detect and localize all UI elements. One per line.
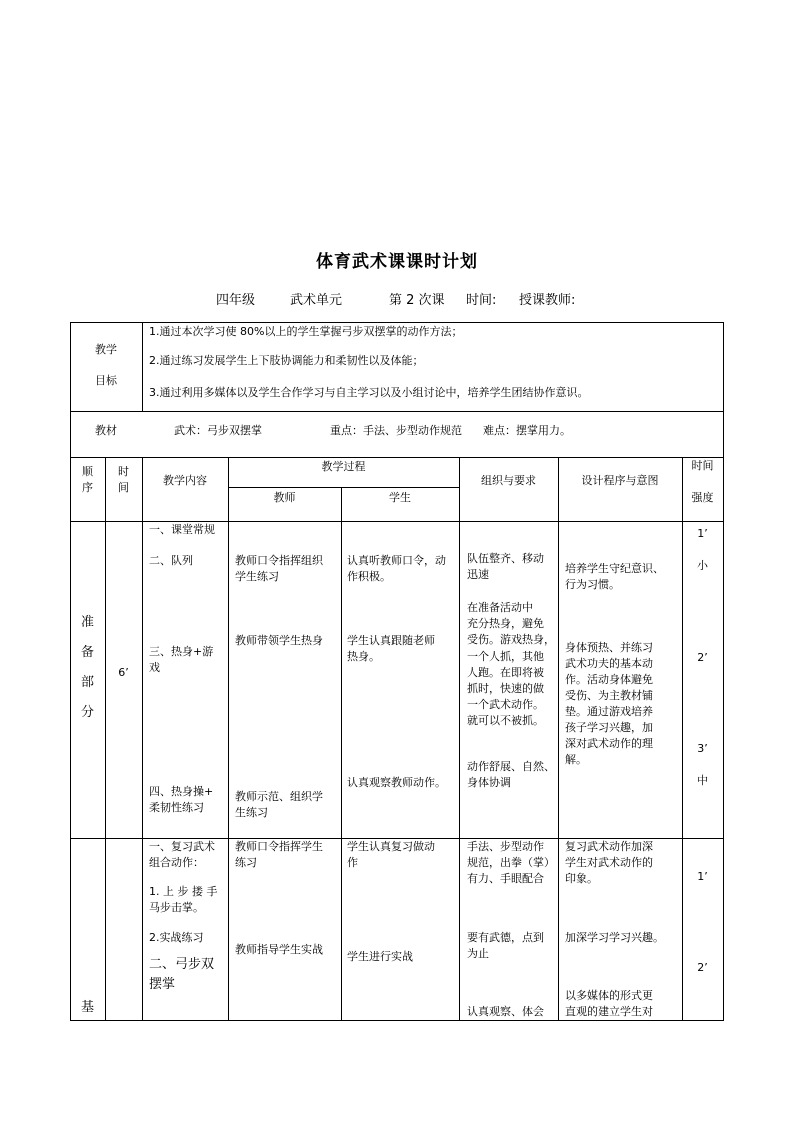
basic-org-item: 手法、步型动作 规范，出拳（掌） 有力、手眼配合 (467, 840, 555, 885)
basic-student-item: 学生进行实战 (347, 950, 413, 963)
basic-content-item: 2.实战练习 (149, 931, 204, 944)
prep-teacher-item: 教师带领学生热身 (235, 634, 323, 647)
goal-item: 3.通过利用多媒体以及学生合作学习与自主学习以及小组讨论中，培养学生团结协作意识。 (149, 386, 589, 399)
prep-teacher-item: 教师口令指挥组织 学生练习 (235, 554, 323, 583)
material-difficulty: 难点：摆掌用力。 (483, 424, 571, 437)
material-label: 教材 (95, 424, 117, 437)
prep-intensity-item: 3’ (697, 742, 708, 755)
time-label: 时间: (466, 293, 497, 308)
header-org: 组织与要求 (481, 474, 536, 487)
prep-design-item: 培养学生守纪意识、 行为习惯。 (565, 562, 664, 591)
basic-intensity-item: 2’ (697, 961, 708, 974)
prep-section-label: 准 备 部 分 (80, 615, 94, 720)
header-time: 时 间 (118, 465, 129, 494)
header-design: 设计程序与意图 (581, 474, 659, 487)
basic-design-item: 加深学习学习兴趣。 (565, 931, 664, 944)
prep-time: 6’ (118, 666, 129, 679)
unit-label: 武术单元 (290, 293, 343, 308)
basic-org-item: 认真观察、体会 (467, 1005, 544, 1018)
prep-content-item: 四、热身操+ 柔韧性练习 (149, 785, 214, 814)
header-order: 顺 序 (82, 465, 93, 494)
header-content: 教学内容 (163, 474, 207, 487)
header-student: 学生 (389, 491, 411, 504)
material-content: 武术：弓步双摆掌 (174, 424, 262, 437)
prep-intensity-item: 1’ (697, 527, 708, 540)
prep-intensity-item: 中 (697, 774, 708, 787)
prep-student-item: 认真观察教师动作。 (347, 776, 446, 789)
basic-org-item: 要有武德，点到 为止 (467, 931, 544, 960)
basic-content-item: 1. 上 步 搂 手 马步击掌。 (149, 885, 218, 914)
goals-label-2: 目标 (95, 374, 117, 387)
prep-org-item: 队伍整齐、移动 迅速 (467, 552, 544, 581)
prep-content-item: 二、队列 (149, 554, 193, 567)
prep-intensity-item: 2’ (697, 651, 708, 664)
prep-org-item: 动作舒展、自然、 身体协调 (467, 760, 555, 789)
basic-content-item: 一、复习武术 组合动作： (149, 840, 215, 869)
prep-design-item: 身体预热、并练习 武术功夫的基本动 作。活动身体避免 受伤、为主教材铺 垫。通过游戏培养 孩子学习兴趣，加 深对武术动作的理 解。 (565, 641, 653, 766)
basic-intensity-item: 1’ (697, 870, 708, 883)
goal-item: 1.通过本次学习使 80%以上的学生掌握弓步双摆掌的动作方法； (149, 325, 463, 338)
basic-section-label: 基 (80, 1000, 94, 1015)
lesson-plan-table (70, 322, 724, 1020)
basic-teacher-item: 教师口令指挥学生 练习 (235, 840, 323, 869)
basic-student-item: 学生认真复习做动 作 (347, 840, 435, 869)
header-process: 教学过程 (321, 460, 366, 473)
basic-teacher-item: 教师指导学生实战 (235, 943, 323, 956)
basic-design-item: 复习武术动作加深 学生对武术动作的 印象。 (565, 840, 653, 885)
lesson-label: 第 2 次课 (389, 293, 445, 308)
basic-content-item: 二、弓步双 摆掌 (149, 957, 215, 992)
teacher-label: 授课教师: (519, 293, 576, 308)
prep-student-item: 学生认真跟随老师 热身。 (347, 634, 435, 663)
header-intensity: 时间 强度 (691, 459, 714, 504)
header-teacher: 教师 (273, 491, 296, 504)
material-key-point: 重点：手法、步型动作规范 (330, 424, 462, 437)
prep-student-item: 认真听教师口令，动 作积极。 (347, 554, 446, 583)
prep-intensity-item: 小 (697, 559, 708, 572)
prep-org-item: 在准备活动中 充分热身，避免 受伤。游戏热身， 一个人抓，其他 人跑。在即将被 抓时，快速的做 一个武术动作。 就可以不被抓。 (467, 601, 555, 728)
grade-label: 四年级 (216, 293, 256, 308)
basic-design-item: 以多媒体的形式更 直观的建立学生对 (565, 989, 653, 1018)
goals-label-1: 教学 (95, 343, 117, 356)
prep-teacher-item: 教师示范、组织学 生练习 (235, 790, 323, 819)
goal-item: 2.通过练习发展学生上下肢协调能力和柔韧性以及体能； (149, 354, 424, 367)
prep-content-item: 一、课堂常规 (149, 523, 215, 536)
page-title: 体育武术课课时计划 (316, 252, 478, 272)
prep-content-item: 三、热身+游 戏 (149, 645, 214, 674)
